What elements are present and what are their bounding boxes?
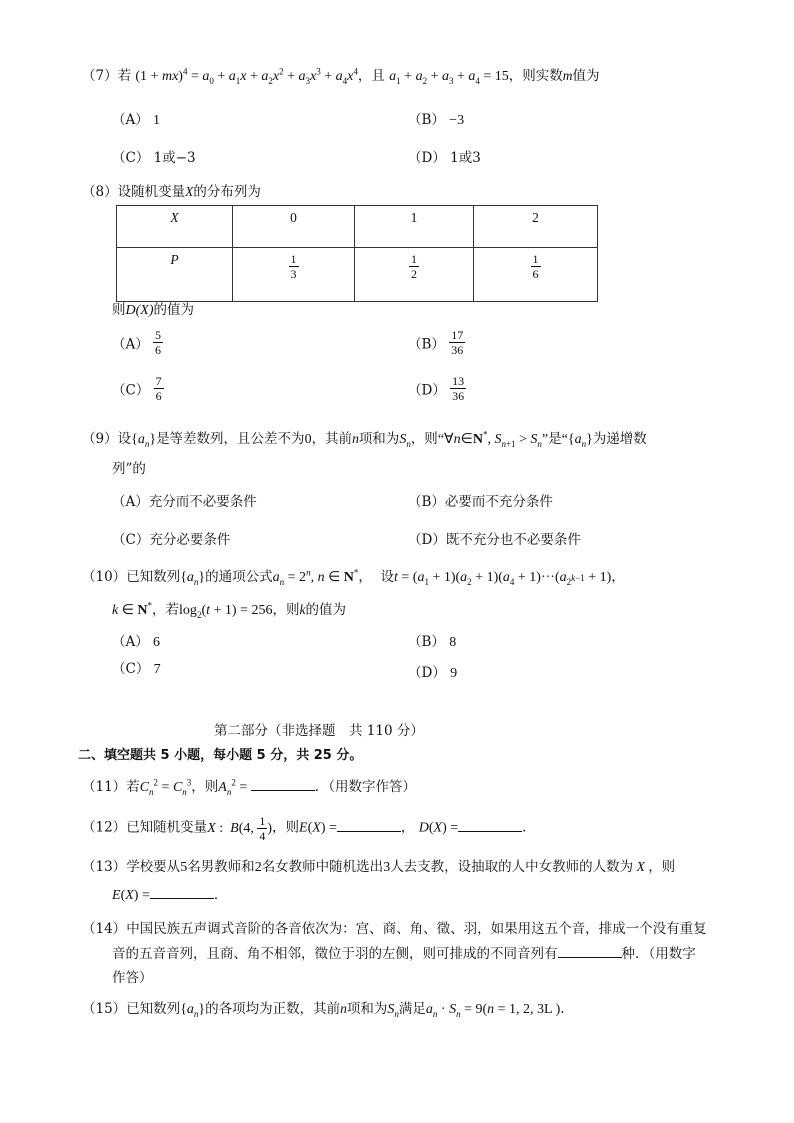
q10-log-condition: $\log_2(t + 1) = 256$: [179, 603, 273, 620]
q10-general-term: $a_n = 2^n$, n ∈ N*: [272, 567, 359, 587]
table-head-x: X: [117, 206, 233, 248]
q9-stem: （9）设$\{a_n\}$是等差数列，且公差不为0，其前n项和为$S_n$，则“∀n∈N*, $S_{n+1} > S_n$”是“$\{a_n\}$为递增数: [82, 429, 647, 449]
q13-line1: （13）学校要从5名男教师和2名女教师中随机选出3人去支教，设抽取的人中女教师的人数为 X ，则: [82, 859, 676, 875]
table-row-p: [117, 248, 598, 302]
q8-ask: 则D(X)的值为: [112, 302, 194, 318]
q7-if: 若: [117, 68, 132, 84]
table-cell-p2: $\frac{1}{6}$: [474, 248, 598, 302]
q7-option-a[interactable]: [112, 108, 160, 129]
q12-variance-blank[interactable]: [458, 819, 522, 832]
q8-option-a[interactable]: （A） $\frac{5}{6}$: [112, 328, 162, 357]
table-cell-x0: 0: [233, 206, 355, 248]
q9-option-c[interactable]: （C）充分必要条件: [112, 532, 231, 548]
q9-option-a[interactable]: （A）充分而不必要条件: [112, 494, 257, 510]
q7-option-d[interactable]: [408, 146, 481, 166]
q8-option-d[interactable]: （D） $\frac{13}{36}$: [408, 374, 465, 403]
q11: （11）若$C_n^2 = C_n^3$，则$A_n^2$ = ．（用数字作答）: [82, 777, 416, 797]
q14-line2: 音的五音音列，且商、角不相邻，徵位于羽的左侧，则可排成的不同音列有 种．（用数字: [112, 946, 696, 962]
q14-answer-blank[interactable]: [558, 945, 622, 958]
q15: （15）已知数列$\{a_n\}$的各项均为正数，其前n项和为$S_n$满足$a_n \cdot S_n = 9(n = 1$, 2, 3L ).: [82, 1001, 565, 1019]
q7-number: （7）: [82, 68, 118, 84]
q14-line3: 作答）: [112, 970, 153, 986]
q12: （12）已知随机变量X : B(4, $\frac{1}{4}$ )，则E(X) = ， D(X) = ．: [82, 814, 536, 843]
q8-ask-expr: D(X): [125, 303, 154, 318]
q7-expansion-formula: $(1 + mx)^4 = a_0 + a_1x + a_2x^2 + a_3x^3 + a_4x^4$: [135, 66, 358, 86]
q11-condition: $C_n^2 = C_n^3$: [139, 777, 192, 797]
q9-stem-line2: 列”的: [112, 461, 146, 477]
q8-option-d-fraction: $\frac{13}{36}$: [452, 374, 465, 403]
q7-option-a-value: 1: [153, 113, 161, 128]
q10-stem: （10）已知数列$\{a_n\}$的通项公式$a_n = 2^n$, n ∈ N*， 设$t = (a_1 + 1)(a_2 + 1)(a_4 + 1)\cdot\cdot\cdot(a_{2^{k-1}} + 1)$，: [82, 567, 625, 587]
distribution-table: [116, 205, 598, 302]
q10-option-b[interactable]: （B） 8: [408, 634, 457, 650]
table-cell-p0: $\frac{1}{3}$: [233, 248, 355, 302]
q9-option-b[interactable]: （B）必要而不充分条件: [408, 494, 553, 510]
section-heading: 二、填空题共 5 小题，每小题 5 分，共 25 分。: [78, 748, 363, 763]
q15-condition: $a_n \cdot S_n = 9(n = 1$, 2, 3L ): [425, 1002, 561, 1019]
q10-option-d[interactable]: （D） 9: [408, 665, 458, 681]
q13-line2: E(X) = ．: [112, 887, 228, 903]
q7-option-b[interactable]: [408, 108, 464, 129]
q8-option-c-fraction: $\frac{7}{6}$: [155, 374, 162, 403]
q8-option-b-fraction: $\frac{17}{36}$: [451, 328, 464, 357]
q8-text: 设随机变量: [117, 184, 186, 200]
q7-stem: [82, 64, 600, 85]
q7-option-c-value: 1或−3: [153, 150, 196, 166]
q7-option-b-value: −3: [449, 113, 465, 128]
q8-number: （8）: [82, 184, 118, 200]
q10-product: $t = (a_1 + 1)(a_2 + 1)(a_4 + 1)\cdot\cdot\cdot(a_{2^{k-1}} + 1)$: [393, 570, 612, 587]
q8-option-c[interactable]: （C） $\frac{7}{6}$: [112, 374, 162, 403]
q10-stem-line2: k ∈ N*，若$\log_2(t + 1) = 256$，则k的值为: [112, 600, 346, 620]
q7-sum-condition: $a_1 + a_2 + a_3 + a_4 = 15$: [389, 69, 509, 86]
table-cell-p1: $\frac{1}{2}$: [355, 248, 474, 302]
q14-line1: （14）中国民族五声调式音阶的各音依次为：宫、商、角、徵、羽，如果用这五个音，排成一个没有重复: [82, 921, 707, 937]
q7-option-a-label: （A）: [112, 112, 149, 128]
q7-and: ，且: [357, 68, 385, 84]
q12-distribution: X : B(4, $\frac{1}{4}$ ): [207, 814, 273, 843]
q13-answer-blank[interactable]: [150, 886, 214, 899]
q7-end: 值为: [572, 68, 600, 84]
q9-option-d[interactable]: （D）既不充分也不必要条件: [408, 532, 581, 548]
part2-title: 第二部分（非选择题 共 110 分）: [214, 723, 424, 739]
q7-option-c-label: （C）: [112, 150, 150, 166]
q8-var: X: [185, 184, 194, 199]
table-row-x: [117, 206, 598, 248]
q7-option-d-value: 1或3: [450, 150, 481, 166]
q7-option-b-label: （B）: [408, 112, 445, 128]
q10-option-a[interactable]: （A） 6: [112, 634, 161, 650]
q8-option-a-fraction: $\frac{5}{6}$: [155, 328, 162, 357]
q7-option-d-label: （D）: [408, 150, 446, 166]
q7-tail: ，则实数: [508, 68, 563, 84]
q11-answer-blank[interactable]: [251, 778, 315, 791]
q12-expectation-blank[interactable]: [337, 819, 401, 832]
q9-condition: “∀n∈N*, $S_{n+1} > S_n$”: [437, 429, 549, 449]
q8-text-end: 的分布列为: [193, 184, 261, 200]
q7-m-var: m: [562, 68, 573, 83]
q10-option-c[interactable]: （C） 7: [112, 661, 161, 677]
table-cell-x1: 1: [355, 206, 474, 248]
q8-stem: [82, 180, 261, 200]
q7-sum-value: 15: [494, 69, 509, 84]
table-head-p: P: [117, 248, 233, 302]
q8-option-b[interactable]: （B） $\frac{17}{36}$: [408, 328, 464, 357]
table-cell-x2: 2: [474, 206, 598, 248]
q7-option-c[interactable]: [112, 146, 196, 166]
